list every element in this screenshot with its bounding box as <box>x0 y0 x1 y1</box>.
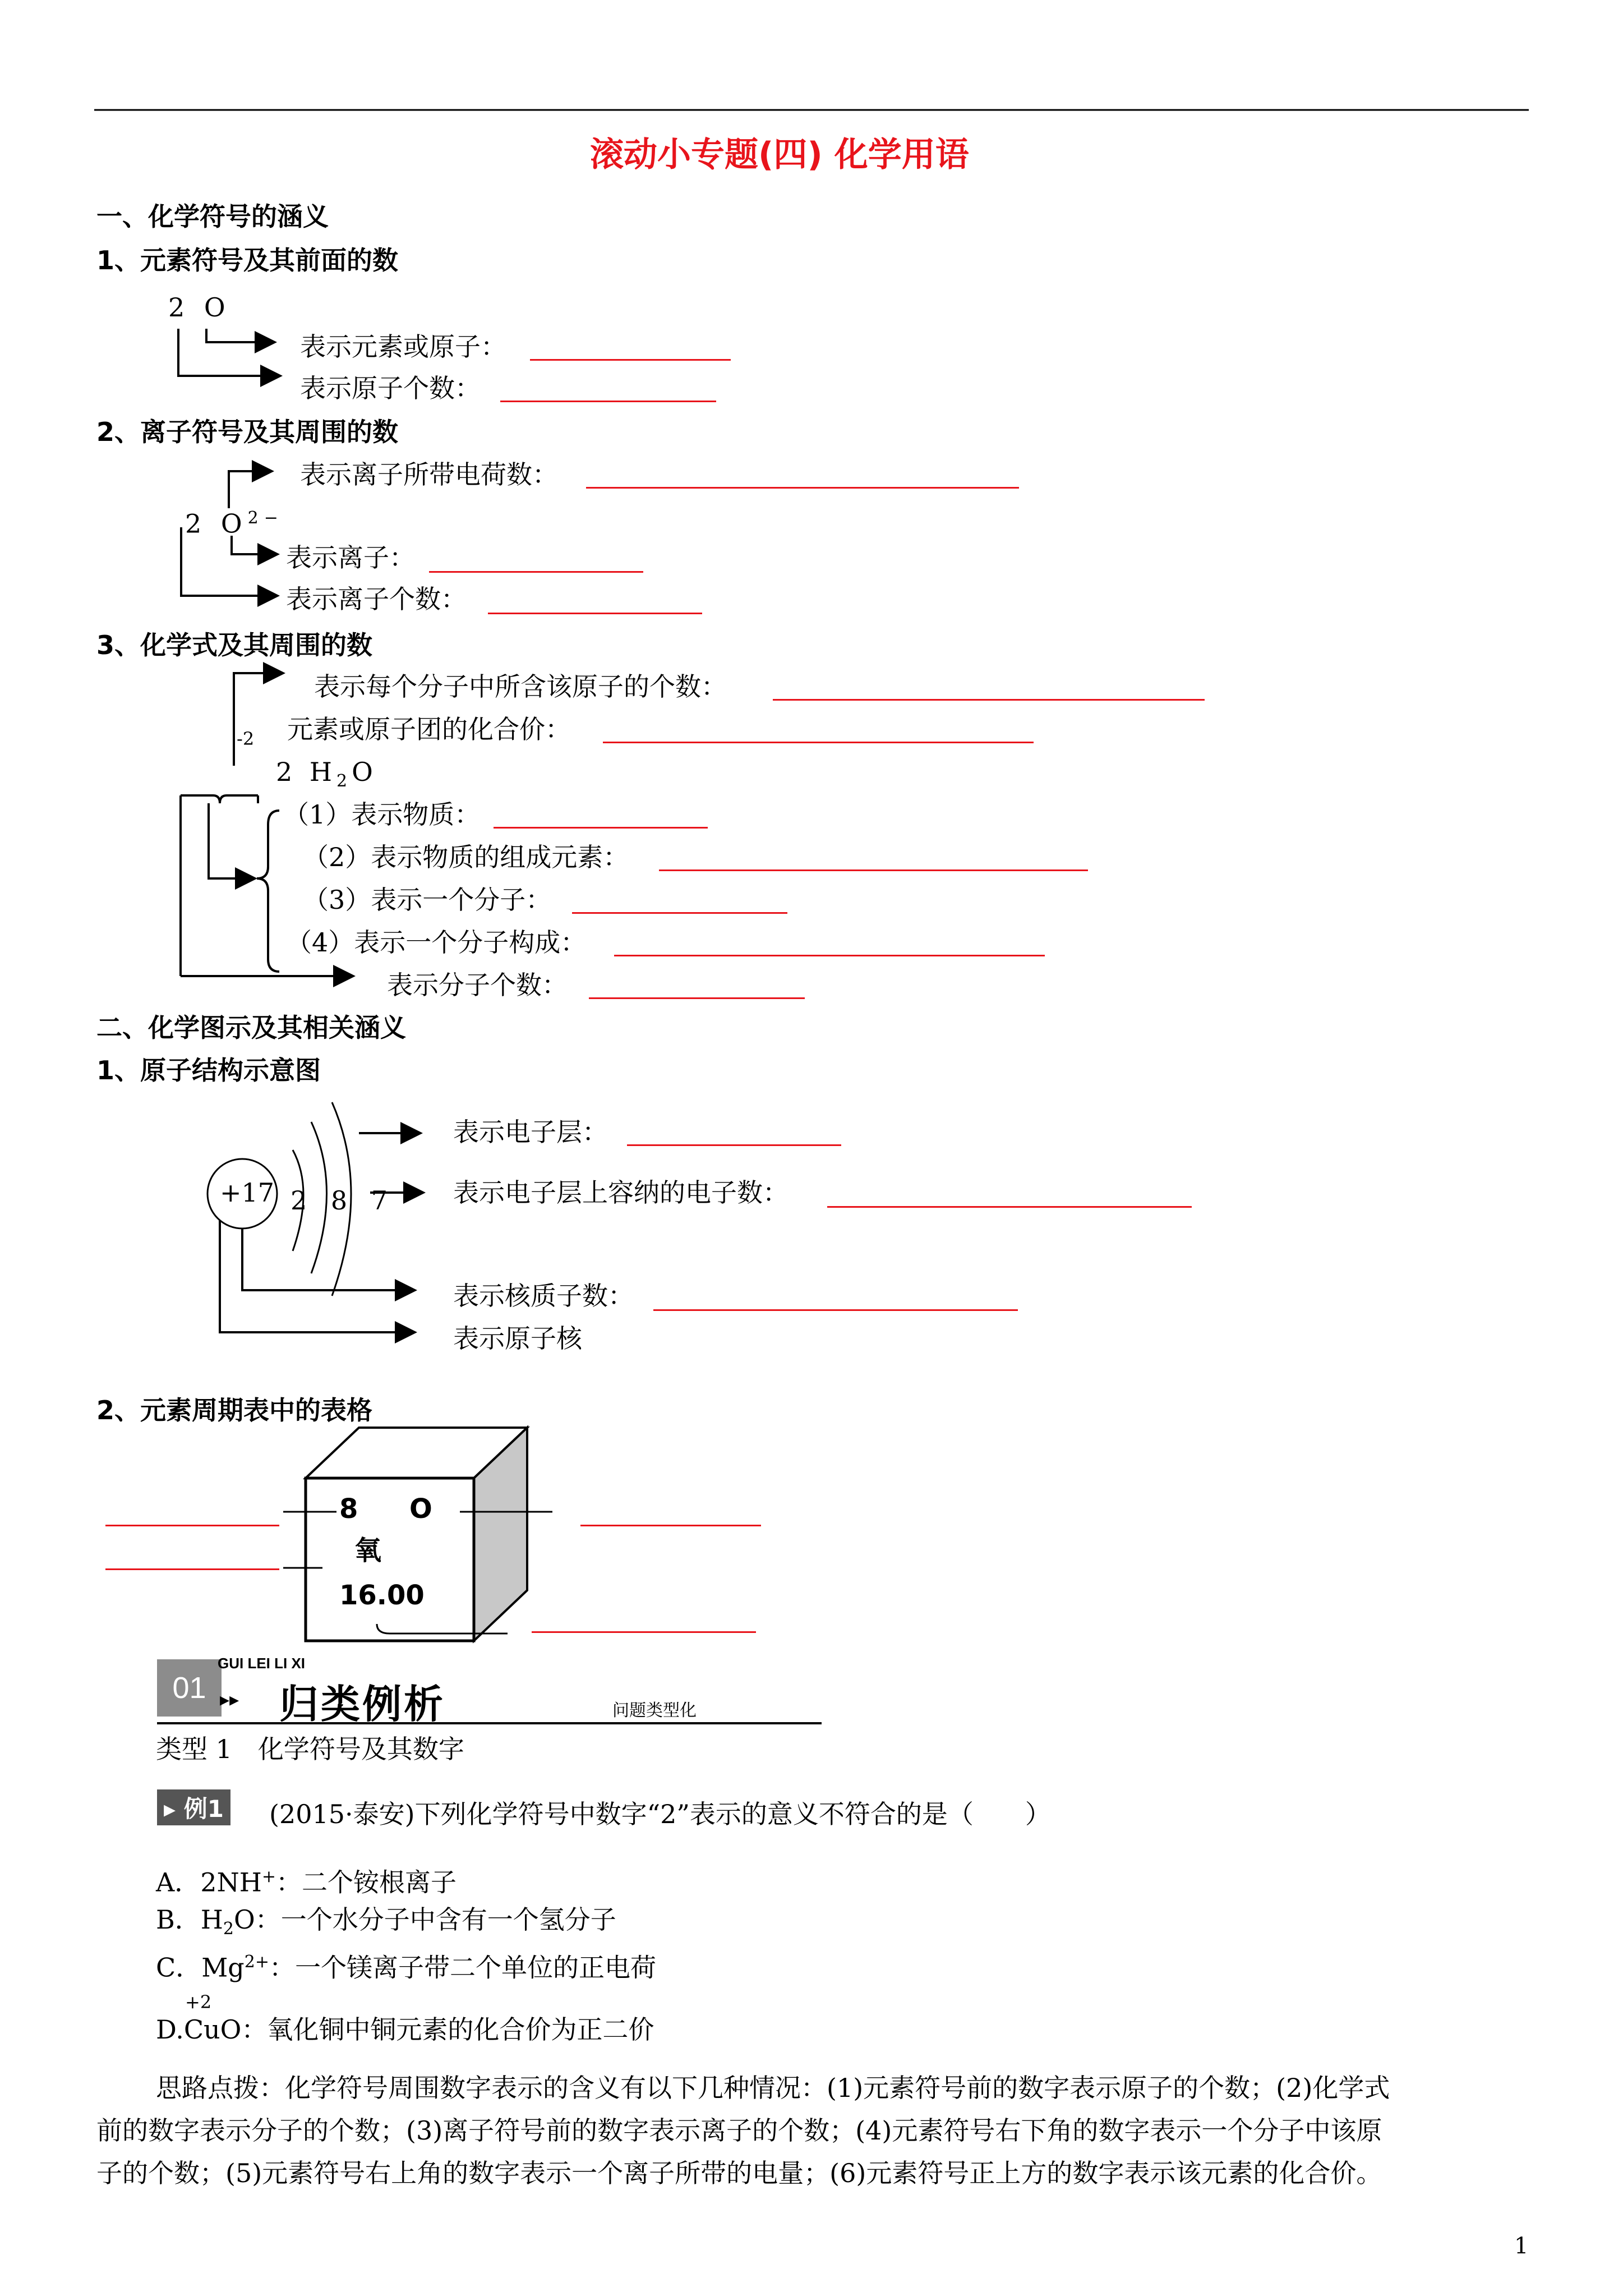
answer-blank[interactable] <box>614 955 1045 956</box>
label-molecule-structure: （4）表示一个分子构成： <box>286 927 587 958</box>
label-ion-count: 表示离子个数： <box>286 584 467 614</box>
banner-title: 归类例析 <box>279 1681 445 1727</box>
label-atom-count: 表示原子个数： <box>300 373 481 403</box>
answer-blank[interactable] <box>580 1525 761 1526</box>
answer-blank[interactable] <box>653 1309 1018 1311</box>
answer-blank[interactable] <box>589 997 805 999</box>
nucleus-charge: +17 <box>220 1177 275 1208</box>
answer-blank[interactable] <box>500 401 716 402</box>
label-element-or-atom: 表示元素或原子： <box>300 332 506 362</box>
section-1-3-heading: 3、化学式及其周围的数 <box>96 630 373 660</box>
section-1-2-heading: 2、离子符号及其周围的数 <box>96 417 399 447</box>
option-d[interactable]: D.CuO：氧化铜中铜元素的化合价为正二价 <box>156 2014 654 2045</box>
example-question: (2015·泰安)下列化学符号中数字“2”表示的意义不符合的是（ ） <box>269 1799 1051 1829</box>
section-2-2-heading: 2、元素周期表中的表格 <box>96 1395 373 1425</box>
section-2-1-heading: 1、原子结构示意图 <box>96 1055 321 1085</box>
option-c[interactable]: C．$Mg^{2+}$：一个镁离子带二个单位的正电荷 <box>156 1952 656 1983</box>
part1-heading: 一、化学符号的涵义 <box>96 201 329 232</box>
answer-blank[interactable] <box>572 912 787 914</box>
label-molecule-count: 表示分子个数： <box>387 970 568 1000</box>
document-title: 滚动小专题(四) 化学用语 <box>590 135 969 174</box>
answer-blank[interactable] <box>532 1631 756 1633</box>
example-tag: ▸ 例1 <box>157 1789 230 1825</box>
label-one-molecule: （3）表示一个分子： <box>303 885 552 915</box>
part2-heading: 二、化学图示及其相关涵义 <box>96 1013 406 1043</box>
answer-blank[interactable] <box>488 613 702 614</box>
banner-pinyin: GUI LEI LI XI <box>218 1655 306 1672</box>
hint-line-1: 思路点拨：化学符号周围数字表示的含义有以下几种情况：(1)元素符号前的数字表示原子的个数；(2)化学式 <box>156 2073 1390 2103</box>
label-nucleus: 表示原子核 <box>453 1323 582 1354</box>
option-a[interactable]: A．2NH+：二个铵根离子 <box>156 1867 457 1898</box>
answer-blank[interactable] <box>586 487 1019 489</box>
charge-superscript: 2− <box>247 508 284 528</box>
atomic-number: 8 <box>339 1493 358 1525</box>
label-shell-electrons: 表示电子层上容纳的电子数： <box>453 1177 789 1208</box>
label-ion-charge: 表示离子所带电荷数： <box>300 459 558 490</box>
answer-blank[interactable] <box>773 699 1205 701</box>
answer-blank[interactable] <box>494 827 708 829</box>
section-1-1-heading: 1、元素符号及其前面的数 <box>96 245 399 275</box>
type1-heading: 类型 1 化学符号及其数字 <box>156 1734 464 1764</box>
answer-blank[interactable] <box>827 1206 1192 1208</box>
banner-number: 01 <box>157 1659 222 1717</box>
formula-2H2O: 2 $H_2O$ <box>276 757 377 792</box>
option-b[interactable]: B．$H_2O$：一个水分子中含有一个氢分子 <box>156 1904 616 1939</box>
answer-blank[interactable] <box>659 869 1088 871</box>
label-proton-count: 表示核质子数： <box>453 1281 634 1311</box>
valence-mark: -2 <box>237 728 255 749</box>
answer-blank[interactable] <box>105 1568 279 1570</box>
hint-line-2: 前的数字表示分子的个数；(3)离子符号前的数字表示离子的个数；(4)元素符号右下角的数字表示一个分子中该原 <box>96 2115 1382 2146</box>
label-composition: （2）表示物质的组成元素： <box>303 842 629 872</box>
label-valence: 元素或原子团的化合价： <box>287 714 571 744</box>
option-d-valence: +2 <box>185 1991 212 2013</box>
double-chevron-icon: ▸▸ <box>220 1688 239 1711</box>
answer-blank[interactable] <box>627 1144 841 1146</box>
label-atoms-per-molecule: 表示每个分子中所含该原子的个数： <box>314 671 727 702</box>
page-number: 1 <box>1514 2233 1529 2259</box>
answer-blank[interactable] <box>429 571 643 573</box>
answer-blank[interactable] <box>603 742 1034 743</box>
atomic-mass: 16.00 <box>339 1580 425 1611</box>
label-electron-shell: 表示电子层： <box>453 1117 608 1147</box>
symbol-2O: 2 O <box>168 292 231 323</box>
answer-blank[interactable] <box>530 359 731 361</box>
element-name: 氧 <box>354 1535 382 1566</box>
label-ion: 表示离子： <box>286 542 415 573</box>
symbol-2O-ion: 2 $O^{2-}$ <box>185 508 284 539</box>
electron-counts: 2 8 7 <box>291 1185 396 1216</box>
banner-subtitle: 问题类型化 <box>612 1701 697 1720</box>
label-substance: （1）表示物质： <box>283 799 481 830</box>
hint-line-3: 子的个数；(5)元素符号右上角的数字表示一个离子所带的电量；(6)元素符号正上方的数字表示该元素的化合价。 <box>96 2158 1382 2188</box>
element-symbol: O <box>409 1493 432 1525</box>
answer-blank[interactable] <box>105 1525 279 1526</box>
